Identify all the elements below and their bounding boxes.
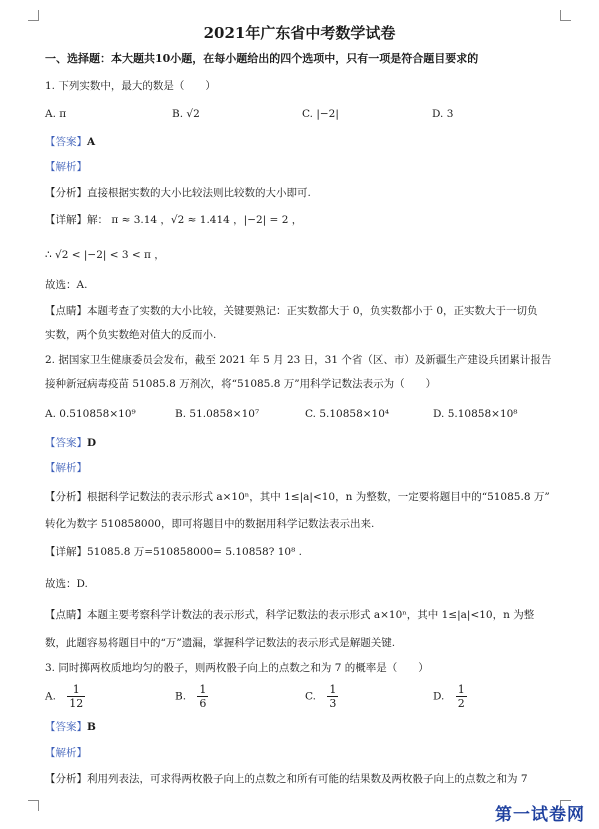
- fenxi-text: 利用列表法，可求得两枚骰子向上的点数之和所有可能的结果数及两枚骰子向上的点数之和为 7: [87, 773, 528, 785]
- crop-mark-top-right: [560, 10, 571, 21]
- q3-option-a: [45, 683, 85, 710]
- q3-option-c: [305, 683, 338, 710]
- site-watermark-logo: 第一试卷网: [495, 805, 585, 825]
- q1-therefore: ∴ √2 < |−2| < 3 < π ，: [45, 249, 165, 261]
- option-letter: C.: [305, 690, 316, 703]
- option-letter: D.: [433, 690, 445, 703]
- q1-option-c: C. |−2|: [302, 108, 339, 120]
- answer-value: B: [87, 721, 96, 733]
- section-heading: 一、选择题：本大题共10小题，在每小题给出的四个选项中，只有一项是符合题目要求的: [45, 52, 479, 65]
- q2-stem-line2: 接种新冠病毒疫苗 51085.8 万剂次，将“51085.8 万”用科学记数法表示为（ ）: [45, 378, 437, 390]
- q1-choose: 故选：A.: [45, 279, 88, 291]
- q2-analysis-tag: 【解析】: [45, 462, 87, 474]
- xiangjie-tag: 【详解】: [45, 214, 87, 226]
- fraction: [67, 683, 85, 710]
- q1-fenxi: [45, 186, 565, 200]
- q1-stem: 1. 下列实数中，最大的数是（ ）: [45, 80, 216, 92]
- denominator: 3: [329, 697, 337, 710]
- crop-mark-bottom-left: [28, 800, 39, 811]
- numerator: 1: [457, 683, 465, 696]
- q2-option-c: C. 5.10858×10⁴: [305, 408, 390, 420]
- xiangjie-text: 解： π ≈ 3.14 ，√2 ≈ 1.414 ，|−2| = 2 ，: [87, 214, 303, 226]
- q2-dianjing-cont: 数，此题容易将题目中的“万”遗漏，掌握科学记数法的表示形式是解题关键.: [45, 637, 396, 649]
- answer-value: A: [87, 136, 96, 148]
- dianjing-text: 本题主要考察科学计数法的表示形式，科学记数法的表示形式 a×10ⁿ，其中 1≤|a|<10，n 为整: [87, 609, 535, 621]
- q3-analysis-tag: 【解析】: [45, 747, 87, 759]
- q1-dianjing-cont: 实数，两个负实数绝对值大的反而小.: [45, 329, 217, 341]
- page-title: 2021年广东省中考数学试卷: [203, 24, 396, 42]
- q1-xiangjie: [45, 213, 565, 227]
- q2-fenxi-cont: 转化为数字 510858000，即可将题目中的数据用科学记数法表示出来.: [45, 518, 375, 530]
- q2-answer: [45, 436, 565, 450]
- numerator: 1: [67, 683, 85, 697]
- xiangjie-tag: 【详解】: [45, 546, 87, 558]
- q1-option-d: D. 3: [432, 108, 454, 120]
- fenxi-tag: 【分析】: [45, 491, 87, 503]
- answer-tag: 【答案】: [45, 136, 87, 148]
- dianjing-tag: 【点睛】: [45, 609, 87, 621]
- dianjing-tag: 【点睛】: [45, 305, 87, 317]
- fenxi-tag: 【分析】: [45, 773, 87, 785]
- q3-stem: 3. 同时掷两枚质地均匀的骰子，则两枚骰子向上的点数之和为 7 的概率是（ ）: [45, 662, 429, 674]
- q1-analysis-tag: 【解析】: [45, 161, 87, 173]
- q3-answer: [45, 720, 565, 734]
- numerator: 1: [199, 683, 207, 696]
- q1-option-b: B. √2: [172, 108, 200, 120]
- q2-fenxi: [45, 490, 565, 504]
- fraction: [327, 683, 338, 710]
- xiangjie-text: 51085.8 万=510858000= 5.10858? 10⁸ .: [87, 546, 302, 558]
- crop-mark-top-left: [28, 10, 39, 21]
- dianjing-text: 本题考查了实数的大小比较，关键要熟记：正实数都大于 0，负实数都小于 0，正实数大于一切负: [87, 305, 538, 317]
- q1-dianjing: [45, 304, 565, 318]
- q2-option-b: B. 51.0858×10⁷: [175, 408, 260, 420]
- answer-tag: 【答案】: [45, 721, 87, 733]
- numerator: 1: [329, 683, 337, 696]
- fenxi-text: 根据科学记数法的表示形式 a×10ⁿ，其中 1≤|a|<10，n 为整数，一定要将题目中的“51085.8 万”: [87, 491, 550, 503]
- answer-tag: 【答案】: [45, 437, 87, 449]
- q2-stem-line1: 2. 据国家卫生健康委员会发布，截至 2021 年 5 月 23 日，31 个省（区、市）及新疆生产建设兵团累计报告: [45, 354, 552, 366]
- q1-answer: [45, 135, 565, 149]
- q1-option-a: A. π: [45, 108, 67, 120]
- option-letter: A.: [45, 690, 56, 703]
- fenxi-text: 直接根据实数的大小比较法则比较数的大小即可.: [87, 187, 311, 199]
- fraction: [456, 683, 467, 710]
- denominator: 2: [457, 697, 465, 710]
- q3-option-b: [175, 683, 208, 710]
- denominator: 12: [69, 697, 84, 710]
- q2-dianjing: [45, 608, 565, 622]
- q2-option-d: D. 5.10858×10⁸: [433, 408, 518, 420]
- answer-value: D: [87, 437, 97, 449]
- fraction: [197, 683, 208, 710]
- q2-choose: 故选：D.: [45, 578, 88, 590]
- fenxi-tag: 【分析】: [45, 187, 87, 199]
- q2-xiangjie: [45, 545, 565, 559]
- q3-option-d: [433, 683, 467, 710]
- q2-option-a: A. 0.510858×10⁹: [45, 408, 136, 420]
- denominator: 6: [199, 697, 207, 710]
- option-letter: B.: [175, 690, 187, 703]
- q3-fenxi: [45, 772, 565, 786]
